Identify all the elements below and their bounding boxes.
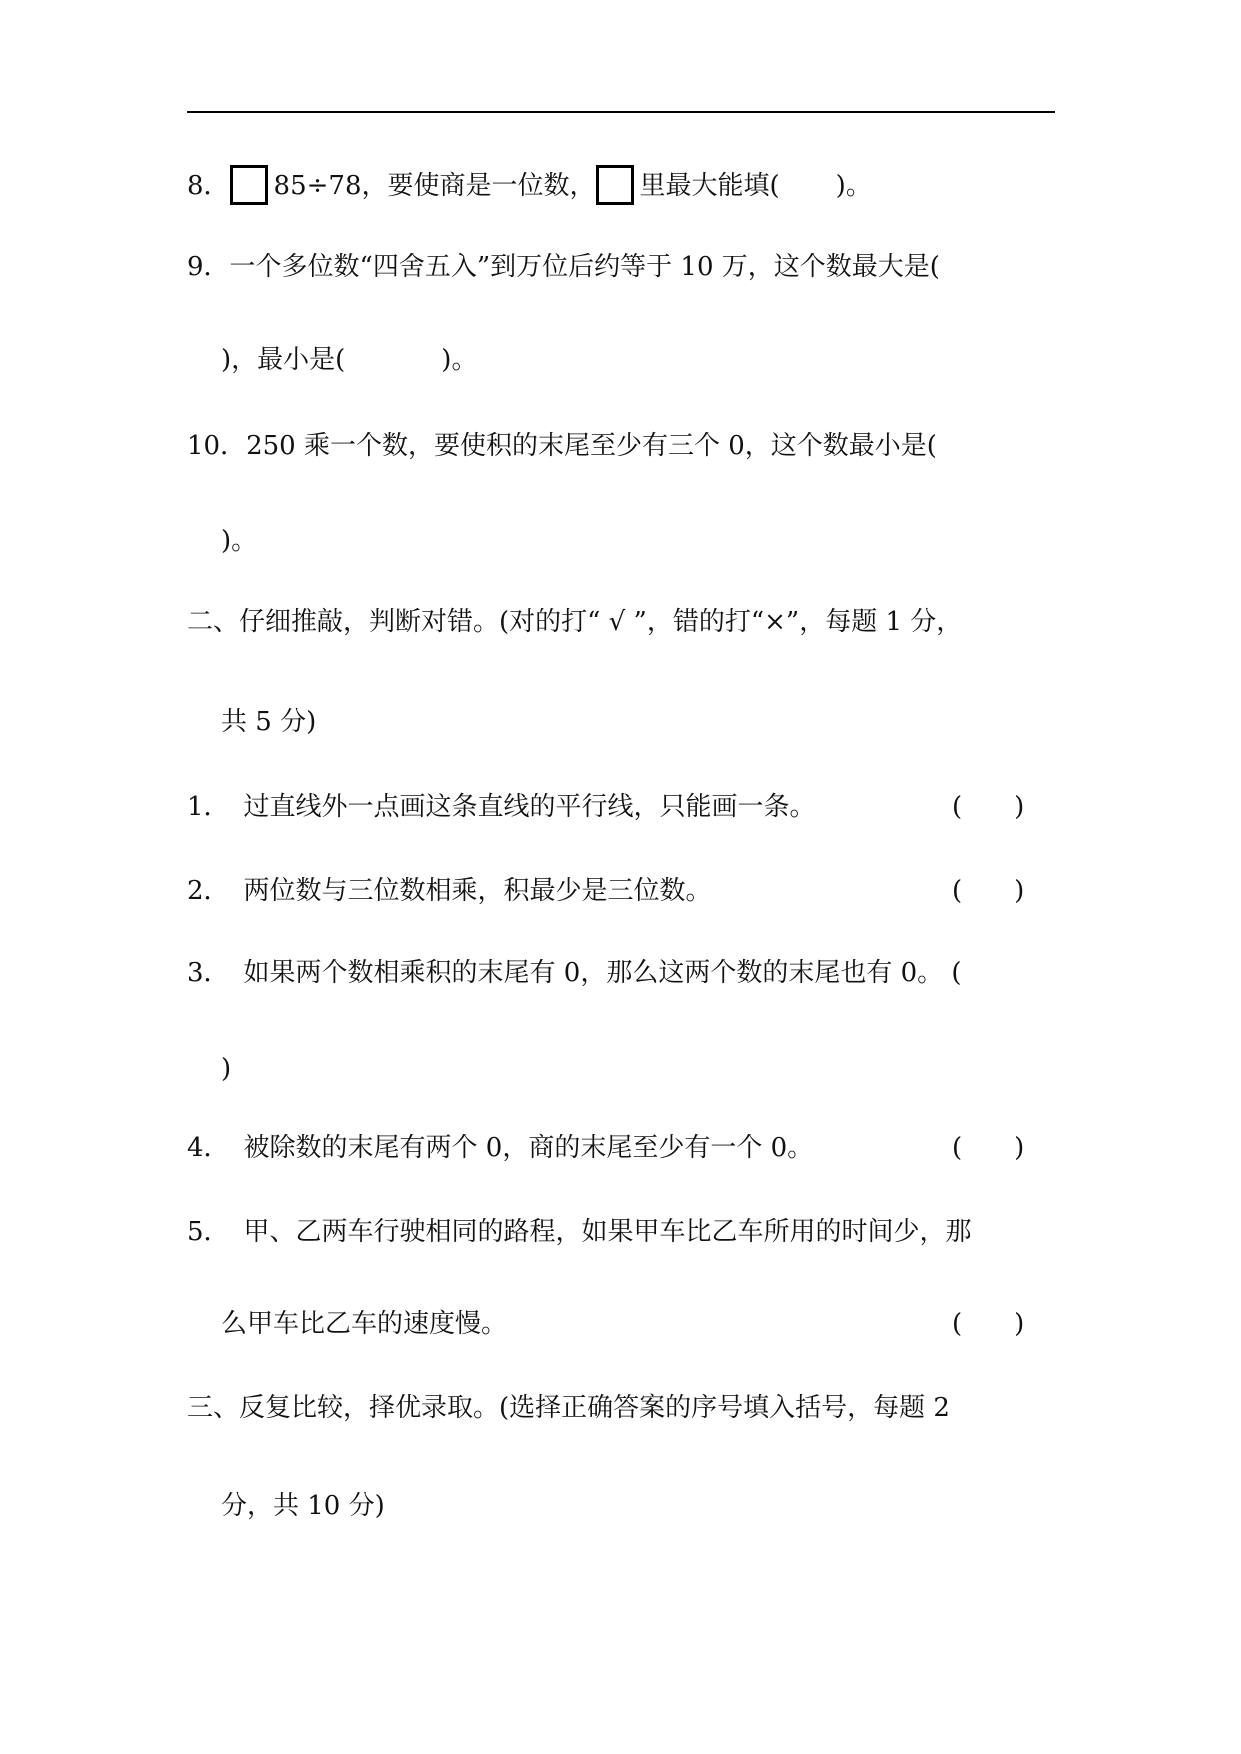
judge-answer-bracket[interactable]: ( ) [952,1133,1025,1163]
section-heading-text: 二、仔细推敲，判断对错。(对的打“ √ ”，错的打“×”，每题 1 分， [187,607,963,637]
question-text: )，最小是( [221,345,346,375]
item-text: 被除数的末尾有两个 0，商的末尾至少有一个 0。 [243,1133,814,1163]
question-number: 9． [187,252,230,282]
question-text: )。 [835,171,872,201]
item-text: 甲、乙两车行驶相同的路程，如果甲车比乙车所用的时间少，那 [243,1217,972,1247]
item-number: 4． [187,1133,230,1163]
section-3-heading-continued [221,1489,385,1523]
question-text: 250 乘一个数，要使积的末尾至少有三个 0，这个数最小是( [246,431,937,461]
section-heading-text: 三、反复比较，择优录取。(选择正确答案的序号填入括号，每题 2 [187,1393,950,1423]
section-2-heading [187,605,962,639]
question-9-continued [221,343,477,377]
question-number: 10． [187,431,247,461]
question-8 [187,165,872,209]
judge-answer-bracket[interactable]: ) [221,1054,232,1084]
section-3-heading [187,1391,950,1425]
judge-answer-bracket[interactable]: ( ) [952,1309,1025,1339]
question-text: )。 [441,345,478,375]
judge-item [187,1131,813,1165]
section-2-heading-continued [221,705,316,739]
question-9 [187,250,940,284]
judge-item [187,1215,972,1249]
item-text: 过直线外一点画这条直线的平行线，只能画一条。 [243,792,816,822]
question-text: 里最大能填( [639,171,780,201]
item-number: 5． [187,1217,230,1247]
question-10 [187,429,937,463]
judge-item [187,790,816,824]
question-number: 8． [187,171,230,201]
item-text: 两位数与三位数相乘，积最少是三位数。 [243,876,712,906]
judge-item [187,956,962,990]
item-number: 2． [187,876,230,906]
section-heading-text: 共 5 分) [221,707,317,737]
judge-item-continued [221,1052,231,1086]
section-heading-text: 分，共 10 分) [221,1491,385,1521]
item-number: 1． [187,792,230,822]
item-text[interactable]: 如果两个数相乘积的末尾有 0，那么这两个数的末尾也有 0。 ( [243,958,962,988]
digit-box-reference [596,165,634,205]
item-number: 3． [187,958,230,988]
judge-item [187,874,712,908]
digit-box-blank[interactable] [230,165,268,205]
question-10-continued [221,524,257,558]
question-text: 85÷78，要使商是一位数， [273,171,596,201]
judge-item-continued [221,1307,507,1341]
question-text: 一个多位数“四舍五入”到万位后约等于 10 万，这个数最大是( [229,252,940,282]
item-text: 么甲车比乙车的速度慢。 [221,1309,508,1339]
question-text: )。 [221,526,258,556]
header-rule [187,111,1055,113]
judge-answer-bracket[interactable]: ( ) [952,792,1025,822]
judge-answer-bracket[interactable]: ( ) [952,876,1025,906]
